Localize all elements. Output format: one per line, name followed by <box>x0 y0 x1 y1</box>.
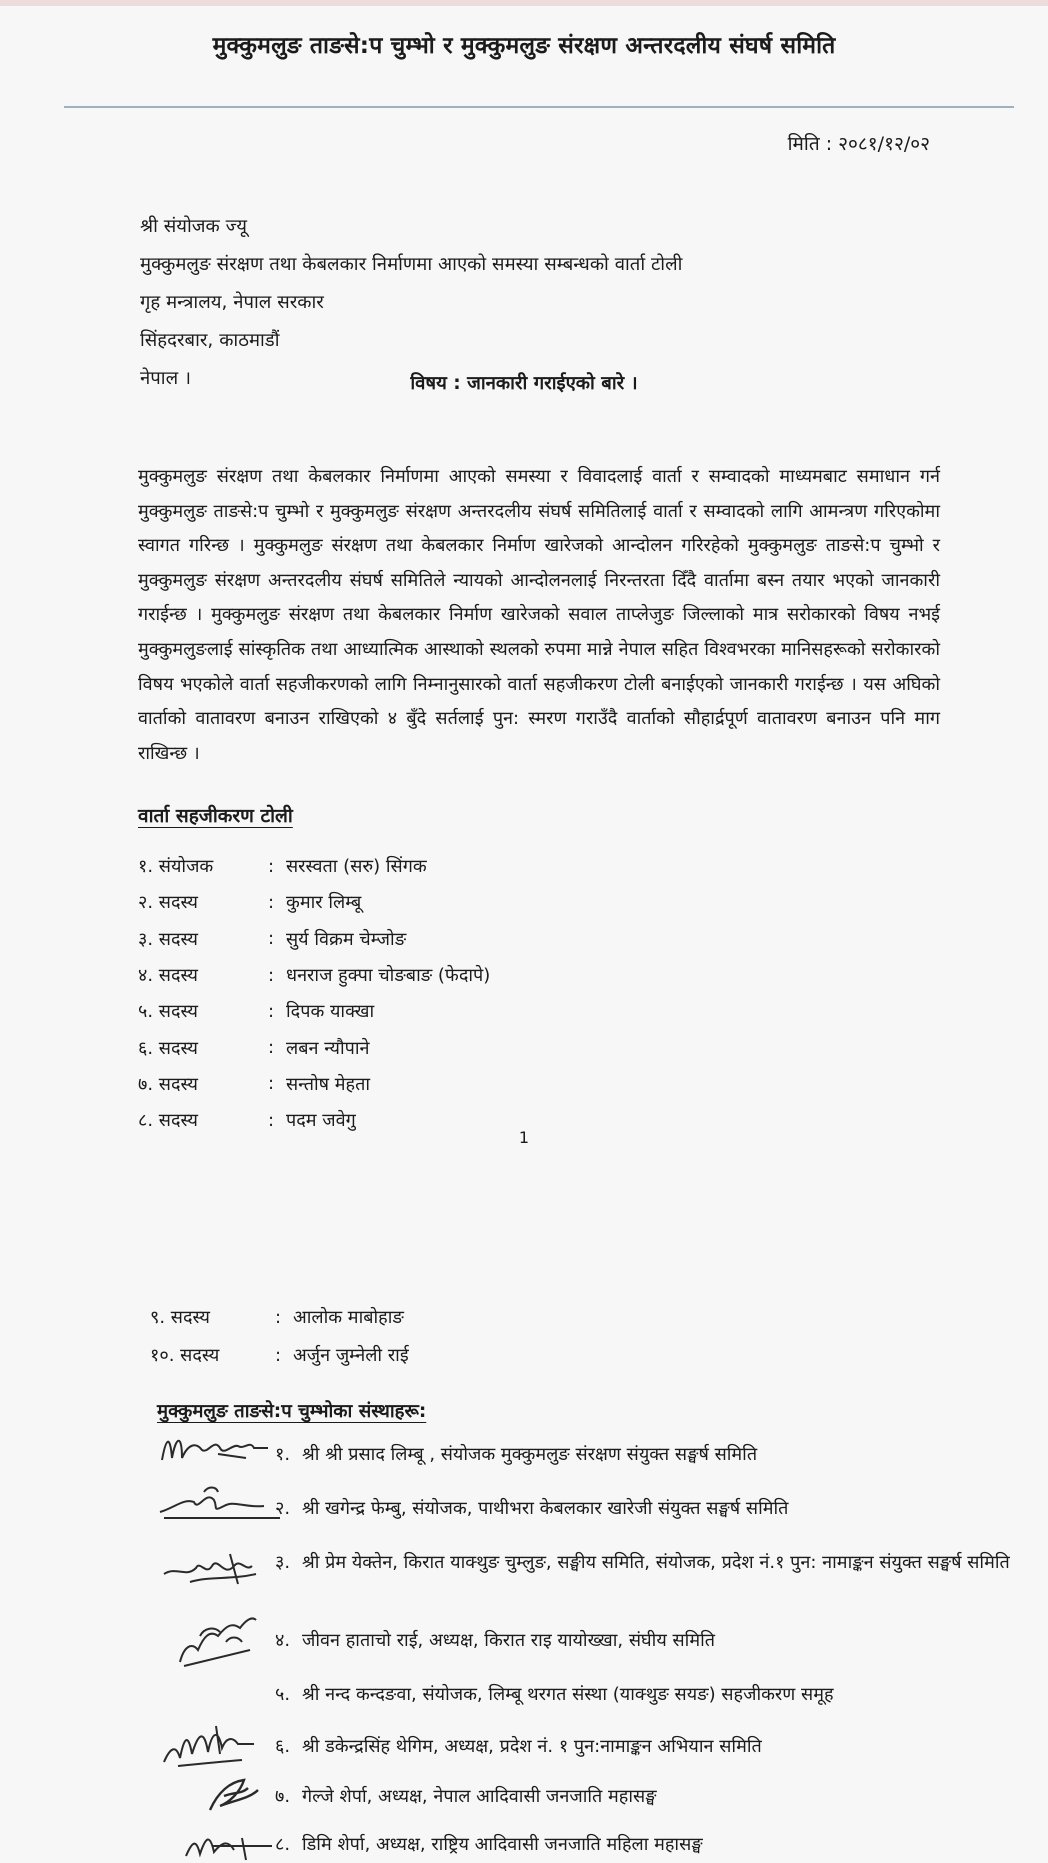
list-item <box>275 1548 1020 1578</box>
address-line: नेपाल । <box>140 368 192 389</box>
item-text: श्री डकेन्द्रसिंह थेगिम, अध्यक्ष, प्रदेश नं. १ पुन:नामाङ्कन अभियान समिति <box>302 1736 762 1757</box>
member-role: ६. सदस्य <box>138 1037 198 1059</box>
letter-body: मुक्कुमलुङ संरक्षण तथा केबलकार निर्माणमा आएको समस्या र विवादलाई वार्ता र सम्वादको माध्यमबाट समाधान गर्न मुक्कुमलुङ ताङसे:प चुम्भो र मुक्कुमलुङ संरक्षण अन्तरदलीय संघर्ष समितिलाई वार्ता र सम्वादको लागि आमन्त्रण गरिएकोमा स्वागत गरिन्छ । मुक्कुमलुङ संरक्षण तथा केबलकार निर्माण खारेजको आन्दोलन गरिरहेको मुक्कुमलुङ ताङसे:प चुम्भो र मुक्कुमलुङ संरक्षण अन्तरदलीय संघर्ष समितिले न्यायको आन्दोलनलाई निरन्तरता दिँदै वार्तामा बस्न तयार भएको जानकारी गराईन्छ । मुक्कुमलुङ संरक्षण तथा केबलकार निर्माण खारेजको सवाल ताप्लेजुङ जिल्लाको मात्र सरोकारको विषय नभई मुक्कुमलुङलाई सांस्कृतिक तथा आध्यात्मिक आस्थाको स्थलको रुपमा मान्ने नेपाल सहित विश्वभरका मानिसहरूको सरोकारको विषय भएकोले वार्ता सहजीकरणको लागि निम्नानुसारको वार्ता सहजीकरण टोली बनाईएको जानकारी गराईन्छ । यस अघिको वार्ताको वातावरण बनाउन राखिएको ४ बुँदे सर्तलाई पुन: स्मरण गराउँदै वार्ताको सौहार्द्रपूर्ण वातावरण बनाउन पनि माग राखिन्छ । <box>138 466 940 764</box>
address-line: गृह मन्त्रालय, नेपाल सरकार <box>140 292 324 313</box>
item-number: ५. <box>275 1684 291 1705</box>
item-number: १. <box>275 1444 291 1465</box>
item-text: डिमि शेर्पा, अध्यक्ष, राष्ट्रिय आदिवासी जनजाति महिला महासङ्घ <box>302 1834 703 1855</box>
member-separator: : <box>275 1344 282 1366</box>
member-separator: : <box>268 1109 275 1131</box>
member-role: ३. सदस्य <box>138 928 198 950</box>
list-item <box>138 848 490 884</box>
item-number: ६. <box>275 1736 291 1757</box>
member-role: १०. सदस्य <box>150 1345 220 1366</box>
list-item <box>275 1830 1015 1860</box>
list-item <box>275 1440 1015 1470</box>
item-number: ३. <box>275 1552 291 1573</box>
signature-7 <box>182 1826 282 1862</box>
item-number: ८. <box>275 1834 291 1855</box>
item-number: ७. <box>275 1786 291 1807</box>
member-name: दिपक याक्खा <box>286 1001 375 1023</box>
list-item <box>138 957 490 993</box>
item-text: श्री नन्द कन्दङवा, संयोजक, लिम्बू थरगत संस्था (याक्थुङ सयङ) सहजीकरण समूह <box>302 1684 834 1705</box>
item-text: श्री खगेन्द्र फेम्बु, संयोजक, पाथीभरा केबलकार खारेजी संयुक्त सङ्घर्ष समिति <box>302 1498 789 1519</box>
list-item <box>275 1494 1015 1524</box>
list-item <box>150 1298 409 1336</box>
member-separator: : <box>268 964 275 986</box>
signature-2 <box>154 1478 284 1528</box>
address-line: सिंहदरबार, काठमाडौं <box>140 330 280 351</box>
member-name: सुर्य विक्रम चेम्जोङ <box>286 928 407 950</box>
member-role: ७. सदस्य <box>138 1073 198 1095</box>
item-text: गेल्जे शेर्पा, अध्यक्ष, नेपाल आदिवासी जनजाति महासङ्घ <box>302 1786 657 1807</box>
top-edge-strip <box>0 0 1048 6</box>
list-item <box>138 921 490 957</box>
member-separator: : <box>268 891 275 913</box>
member-name: सरस्वता (सरु) सिंगक <box>286 856 427 878</box>
item-number: २. <box>275 1498 291 1519</box>
signature-3 <box>160 1544 270 1594</box>
member-name: आलोक माबोहाङ <box>293 1307 404 1328</box>
member-name: धनराज हुक्पा चोङबाङ (फेदापे) <box>286 965 491 987</box>
list-item <box>275 1680 1035 1710</box>
team-member-list <box>138 848 490 1138</box>
list-item <box>138 1029 490 1065</box>
item-text: श्री श्री प्रसाद लिम्बू , संयोजक मुक्कुमलुङ संरक्षण संयुक्त सङ्घर्ष समिति <box>302 1444 758 1465</box>
team-member-list-continued <box>150 1298 409 1374</box>
list-item <box>275 1782 1015 1812</box>
list-item <box>275 1626 1015 1656</box>
member-separator: : <box>268 1000 275 1022</box>
list-item <box>138 884 490 920</box>
member-name: कुमार लिम्बू <box>286 892 362 914</box>
member-separator: : <box>268 855 275 877</box>
member-role: ८. सदस्य <box>138 1110 198 1132</box>
member-separator: : <box>268 928 275 950</box>
list-item <box>138 993 490 1029</box>
signature-4 <box>170 1606 260 1672</box>
member-separator: : <box>268 1073 275 1095</box>
page-number: 1 <box>518 1128 530 1147</box>
subject-line: विषय : जानकारी गराईएको बारे । <box>410 373 638 394</box>
member-name: लबन न्यौपाने <box>286 1037 370 1059</box>
list-item <box>150 1336 409 1374</box>
item-text: श्री प्रेम येक्तेन, किरात याक्थुङ चुम्लुङ, सङ्घीय समिति, संयोजक, प्रदेश नं.१ पुन: नामाङ्कन संयुक्त सङ्घर्ष समिति <box>302 1552 1010 1573</box>
item-number: ४. <box>275 1630 291 1651</box>
organizations-heading: मुक्कुमलुङ ताङसे:प चुम्भोका संस्थाहरू: <box>157 1401 427 1422</box>
team-heading: वार्ता सहजीकरण टोली <box>138 805 293 827</box>
signature-5 <box>158 1714 268 1774</box>
member-role: ९. सदस्य <box>150 1307 210 1328</box>
member-role: ४. सदस्य <box>138 965 198 987</box>
letterhead-title: मुक्कुमलुङ ताङसे:प चुम्भो र मुक्कुमलुङ संरक्षण अन्तरदलीय संघर्ष समिति <box>212 33 836 59</box>
address-line: श्री संयोजक ज्यू <box>140 216 247 237</box>
member-name: पदम जवेगु <box>286 1110 356 1132</box>
member-separator: : <box>275 1306 282 1328</box>
date-line: मिति : २०८१/१२/०२ <box>787 133 930 155</box>
address-line: मुक्कुमलुङ संरक्षण तथा केबलकार निर्माणमा आएको समस्या सम्बन्धको वार्ता टोली <box>140 254 683 275</box>
member-name: सन्तोष मेहता <box>286 1073 371 1095</box>
member-role: ५. सदस्य <box>138 1001 198 1023</box>
member-separator: : <box>268 1037 275 1059</box>
member-role: १. संयोजक <box>138 856 214 878</box>
signature-6 <box>200 1772 270 1816</box>
member-name: अर्जुन जुम्नेली राई <box>293 1345 409 1366</box>
member-role: २. सदस्य <box>138 892 198 914</box>
signature-1 <box>158 1424 278 1474</box>
letterhead-divider <box>64 106 1014 108</box>
list-item <box>275 1732 1015 1762</box>
item-text: जीवन हाताचो राई, अध्यक्ष, किरात राइ यायोख्खा, संघीय समिति <box>302 1630 716 1651</box>
list-item <box>138 1066 490 1102</box>
